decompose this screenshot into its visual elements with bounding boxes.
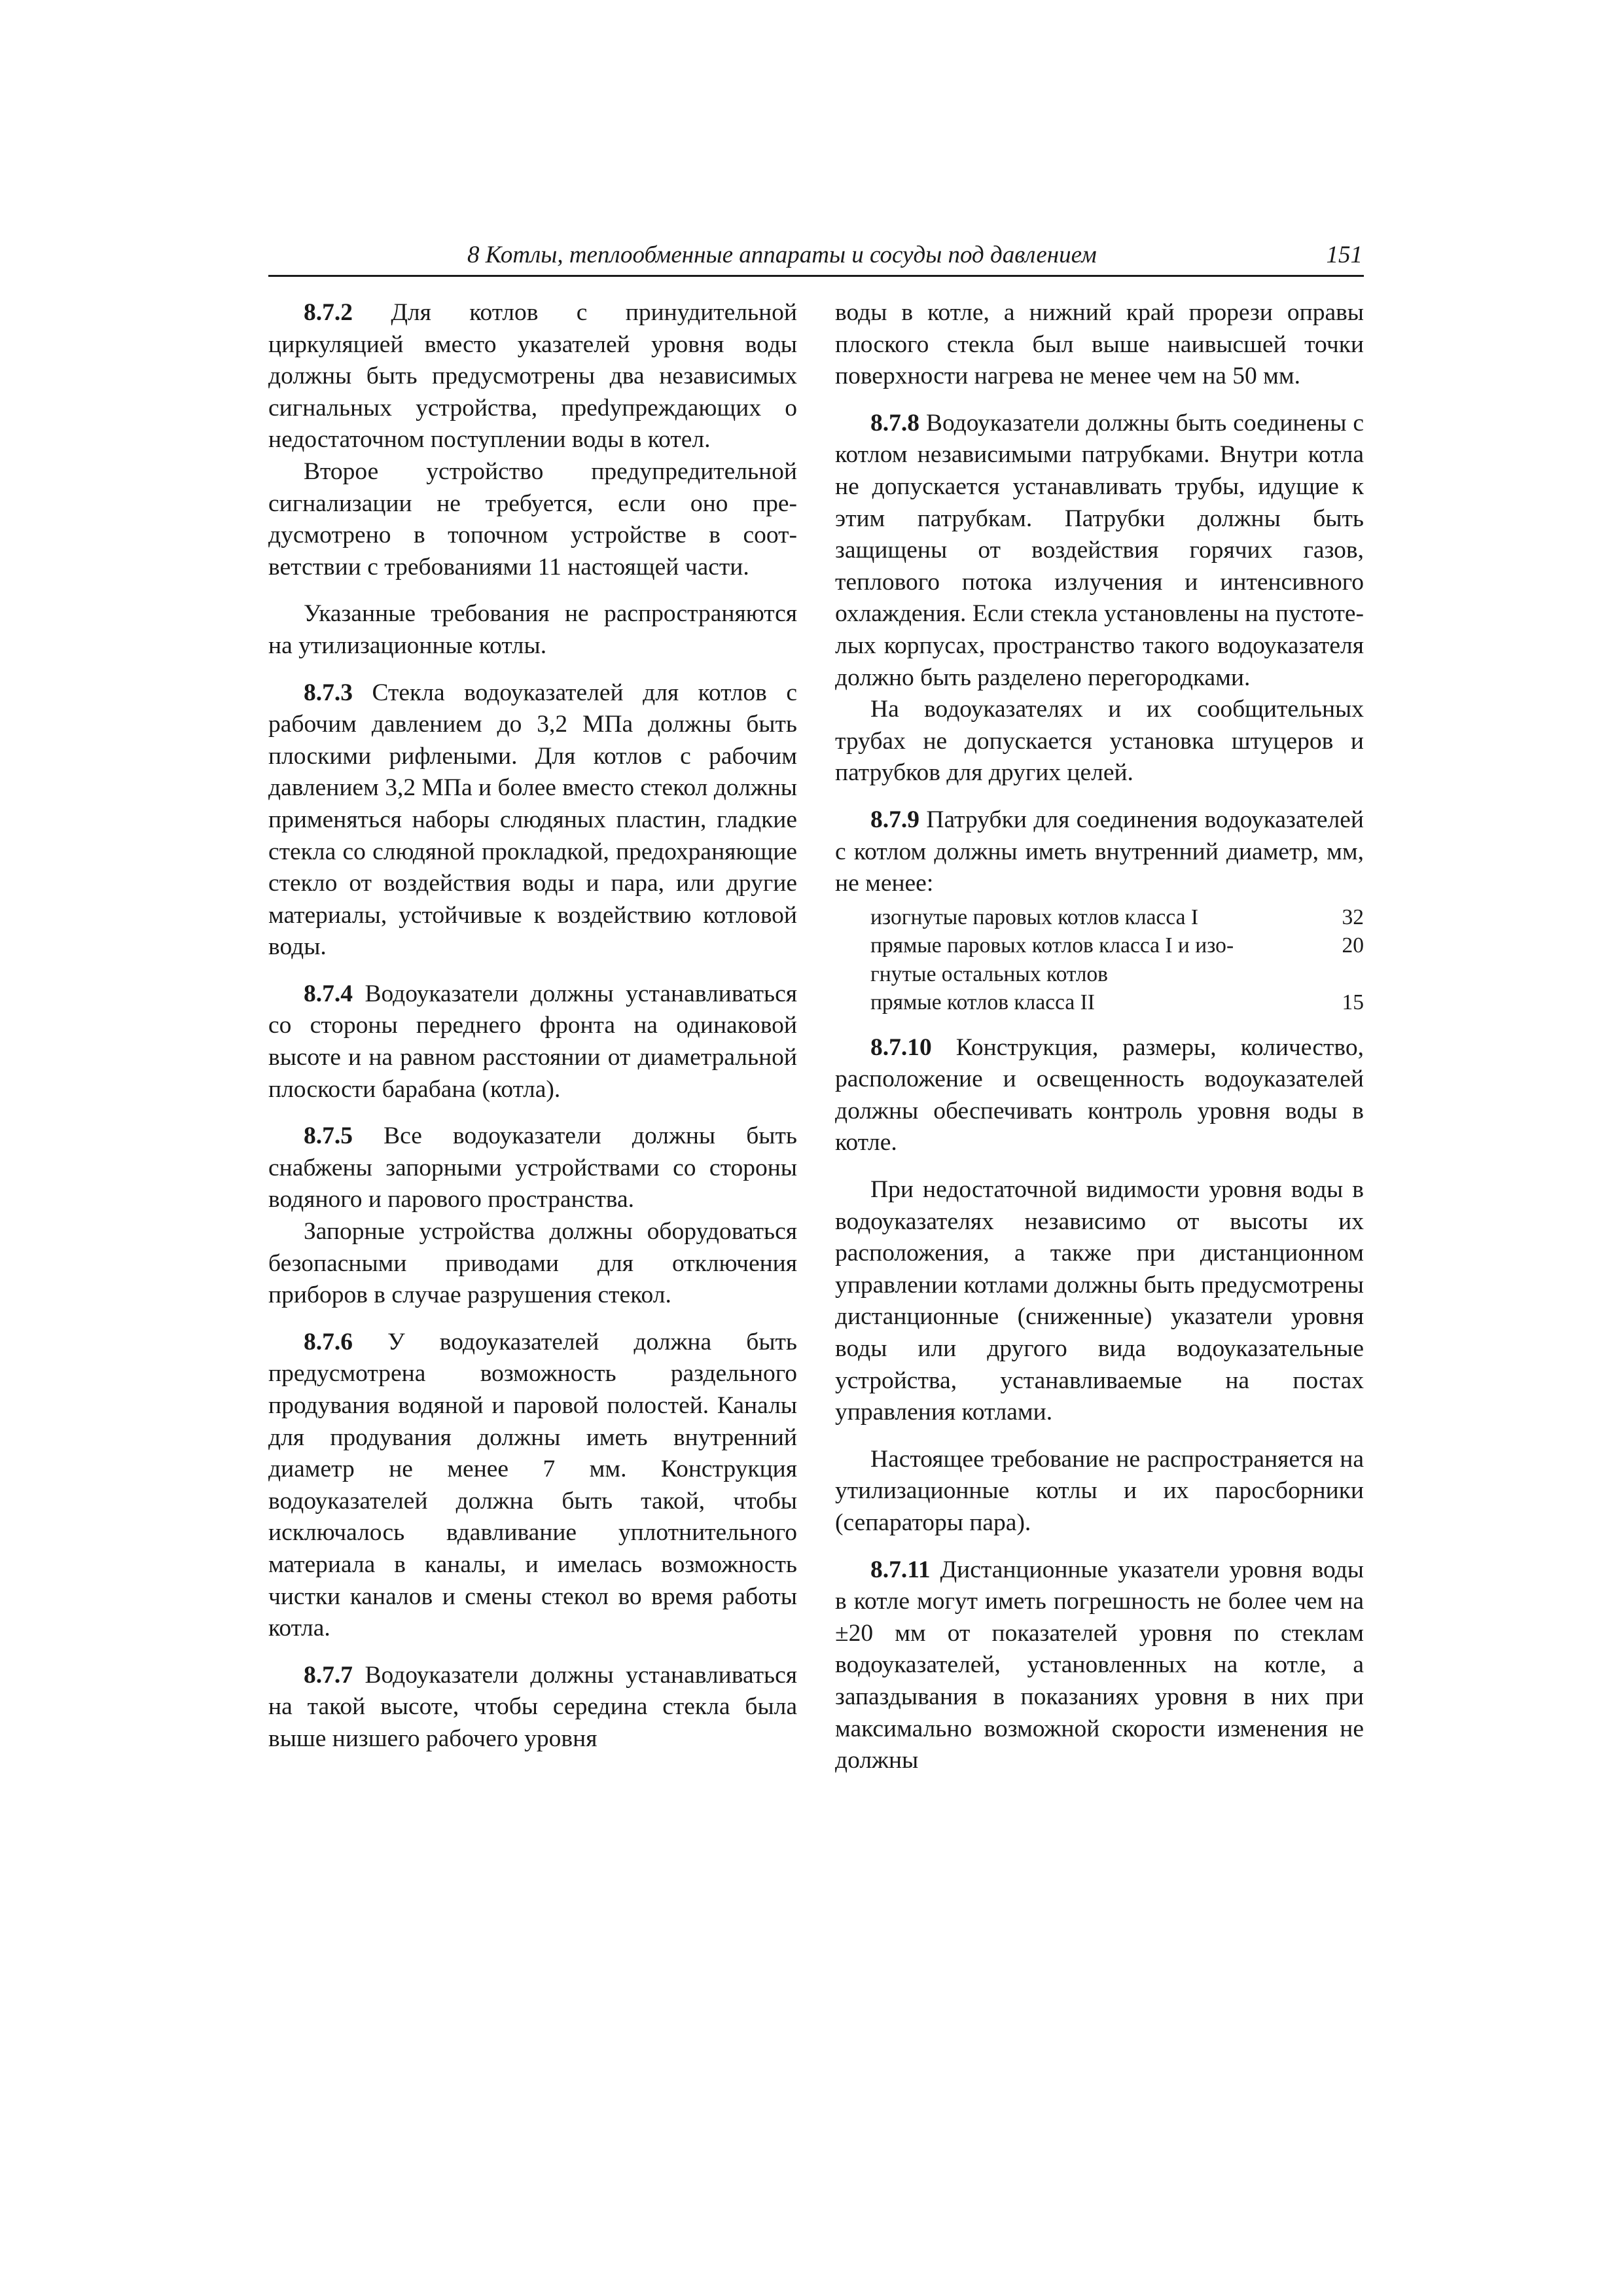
list-item bbox=[835, 988, 1364, 1017]
clause-8-7-10-paragraph-2: При недостаточной видимости уровня воды в водоуказателях независимо от высоты их расположения, а также при дистанционном управлении котлами должны быть предусмотрены дистанционные (сниженные) указатели уровня воды или другого вида водоуказательные устройства, устанавливаемые на постах управления котлами. bbox=[835, 1176, 1364, 1426]
clause-number: 8.7.8 bbox=[870, 409, 919, 437]
clause-text: Для котлов с принудительной циркуляцией вместо указателей уровня воды должны быть предусмотрены два независимых сигнальных устройства, преdупреждающих о недостаточном поступлении воды в котел. bbox=[268, 299, 797, 454]
clause-number: 8.7.4 bbox=[304, 980, 353, 1007]
clause-8-7-6 bbox=[268, 1327, 797, 1645]
list-item bbox=[835, 931, 1364, 988]
clause-text: Водоуказатели должны быть соединены с котлом независимыми патрубками. Внутри котла не допускается устанавливать трубы, идущие к этим патрубкам. Патрубки должны быть защищены от воздействия горячих газов, теплового потока излучения и интенсивного охлаждения. Если стекла установлены на пустотелых корпусах, пространство такого водоуказателя должно быть разделено перегородками. bbox=[835, 409, 1364, 691]
page-number: 151 bbox=[1326, 242, 1363, 268]
right-column bbox=[835, 297, 1364, 1777]
clause-text: Все водоуказатели должны быть снабжены запорными устройствами со стороны водяного и парового пространства. bbox=[268, 1122, 797, 1213]
diameter-label: прямые паровых котлов класса I и изогнутые остальных котлов bbox=[870, 933, 1234, 986]
clause-text: У водоуказателей должна быть предусмотрена возможность раздельного продувания водяной и паровой полостей. Каналы для продувания должны иметь внутренний диаметр не менее 7 мм. Конструкция водоуказателей должна быть такой, чтобы исключалось вдавливание уплотнительного материала в каналы, и имелась возможность чистки каналов и смены стекол во время работы котла. bbox=[268, 1328, 797, 1642]
clause-text: Стекла водоуказателей для котлов с рабочим давлением до 3,2 МПа должны быть плоскими рифлеными. Для котлов с рабочим давлением 3,2 МПа и более вместо стекол должны применяться наборы слюдяных пластин, гладкие стекла со слюдяной прокладкой, предохраняющие стекло от воздействия воды и пара, или другие материалы, устойчивые к воздействию котловой воды. bbox=[268, 679, 797, 961]
clause-8-7-5-paragraph-2: Запорные устройства должны оборудоваться безопасными приводами для отключения приборов в случае разрушения стекол. bbox=[268, 1218, 797, 1309]
diameter-value: 20 bbox=[1342, 933, 1364, 958]
clause-8-7-5 bbox=[268, 1121, 797, 1216]
clause-8-7-10 bbox=[835, 1032, 1364, 1159]
clause-8-7-9 bbox=[835, 804, 1364, 900]
running-header bbox=[268, 237, 1364, 277]
clause-8-7-7-continuation: воды в котле, а нижний край прорези оправы плоского стекла был выше наивысшей точки поверхности нагрева не менее чем на 50 мм. bbox=[835, 299, 1364, 390]
running-header-title: 8 Котлы, теплообменные аппараты и сосуды под давлением bbox=[467, 242, 1097, 268]
clause-number: 8.7.10 bbox=[870, 1033, 932, 1061]
clause-8-7-8 bbox=[835, 408, 1364, 694]
clause-8-7-4 bbox=[268, 978, 797, 1105]
clause-number: 8.7.5 bbox=[304, 1122, 353, 1150]
left-column bbox=[268, 297, 797, 1755]
clause-8-7-8-paragraph-2: На водоуказателях и их сообщительных трубах не допускается установка штуцеров и патрубков для других целей. bbox=[835, 696, 1364, 787]
clause-8-7-7 bbox=[268, 1660, 797, 1755]
clause-text: Конструкция, размеры, количество, расположение и освещенность водоуказателей должны обеспечивать контроль уровня воды в котле. bbox=[835, 1033, 1364, 1157]
clause-number: 8.7.7 bbox=[304, 1661, 353, 1689]
diameter-value: 32 bbox=[1342, 905, 1364, 929]
clause-8-7-10-paragraph-3: Настоящее требование не распространяется на утилизационные котлы и их паросборники (сепараторы пара). bbox=[835, 1445, 1364, 1536]
clause-text: Патрубки для соединения водоуказателей с котлом должны иметь внутренний диаметр, мм, не менее: bbox=[835, 806, 1364, 897]
clause-number: 8.7.3 bbox=[304, 679, 353, 706]
diameter-value: 15 bbox=[1342, 990, 1364, 1015]
clause-8-7-3 bbox=[268, 677, 797, 963]
clause-8-7-2-paragraph-2: Второе устройство предупредительной сигнализации не требуется, если оно предусмотрено в топочном устройстве в соответствии с требованиями 11 настоящей части. bbox=[268, 457, 797, 581]
clause-8-7-11 bbox=[835, 1554, 1364, 1777]
list-item bbox=[835, 903, 1364, 932]
clause-number: 8.7.11 bbox=[870, 1556, 931, 1583]
diameter-label: изогнутые паровых котлов класса I bbox=[870, 905, 1199, 929]
clause-8-7-2 bbox=[268, 297, 797, 456]
clause-number: 8.7.9 bbox=[870, 806, 919, 833]
clause-number: 8.7.2 bbox=[304, 299, 353, 326]
clause-text: Водоуказатели должны устанавливаться со стороны переднего фронта на одинаковой высоте и на равном расстоянии от диаметральной плоскости барабана (котла). bbox=[268, 980, 797, 1103]
clause-text: Водоуказатели должны устанавливаться на такой высоте, чтобы середина стекла была выше низшего рабочего уровня bbox=[268, 1661, 797, 1752]
diameter-list bbox=[835, 903, 1364, 1017]
diameter-label: прямые котлов класса II bbox=[870, 990, 1095, 1015]
clause-8-7-2-paragraph-3: Указанные требования не распространяются на утилизационные котлы. bbox=[268, 600, 797, 659]
clause-number: 8.7.6 bbox=[304, 1328, 353, 1355]
clause-text: Дистанционные указатели уровня воды в котле могут иметь погрешность не более чем на ±20 мм от показателей уровня по стеклам водоуказателей, установленных на котле, а запаздывания в показаниях уровня в них при максимально возможной скорости изменения не должны bbox=[835, 1556, 1364, 1774]
